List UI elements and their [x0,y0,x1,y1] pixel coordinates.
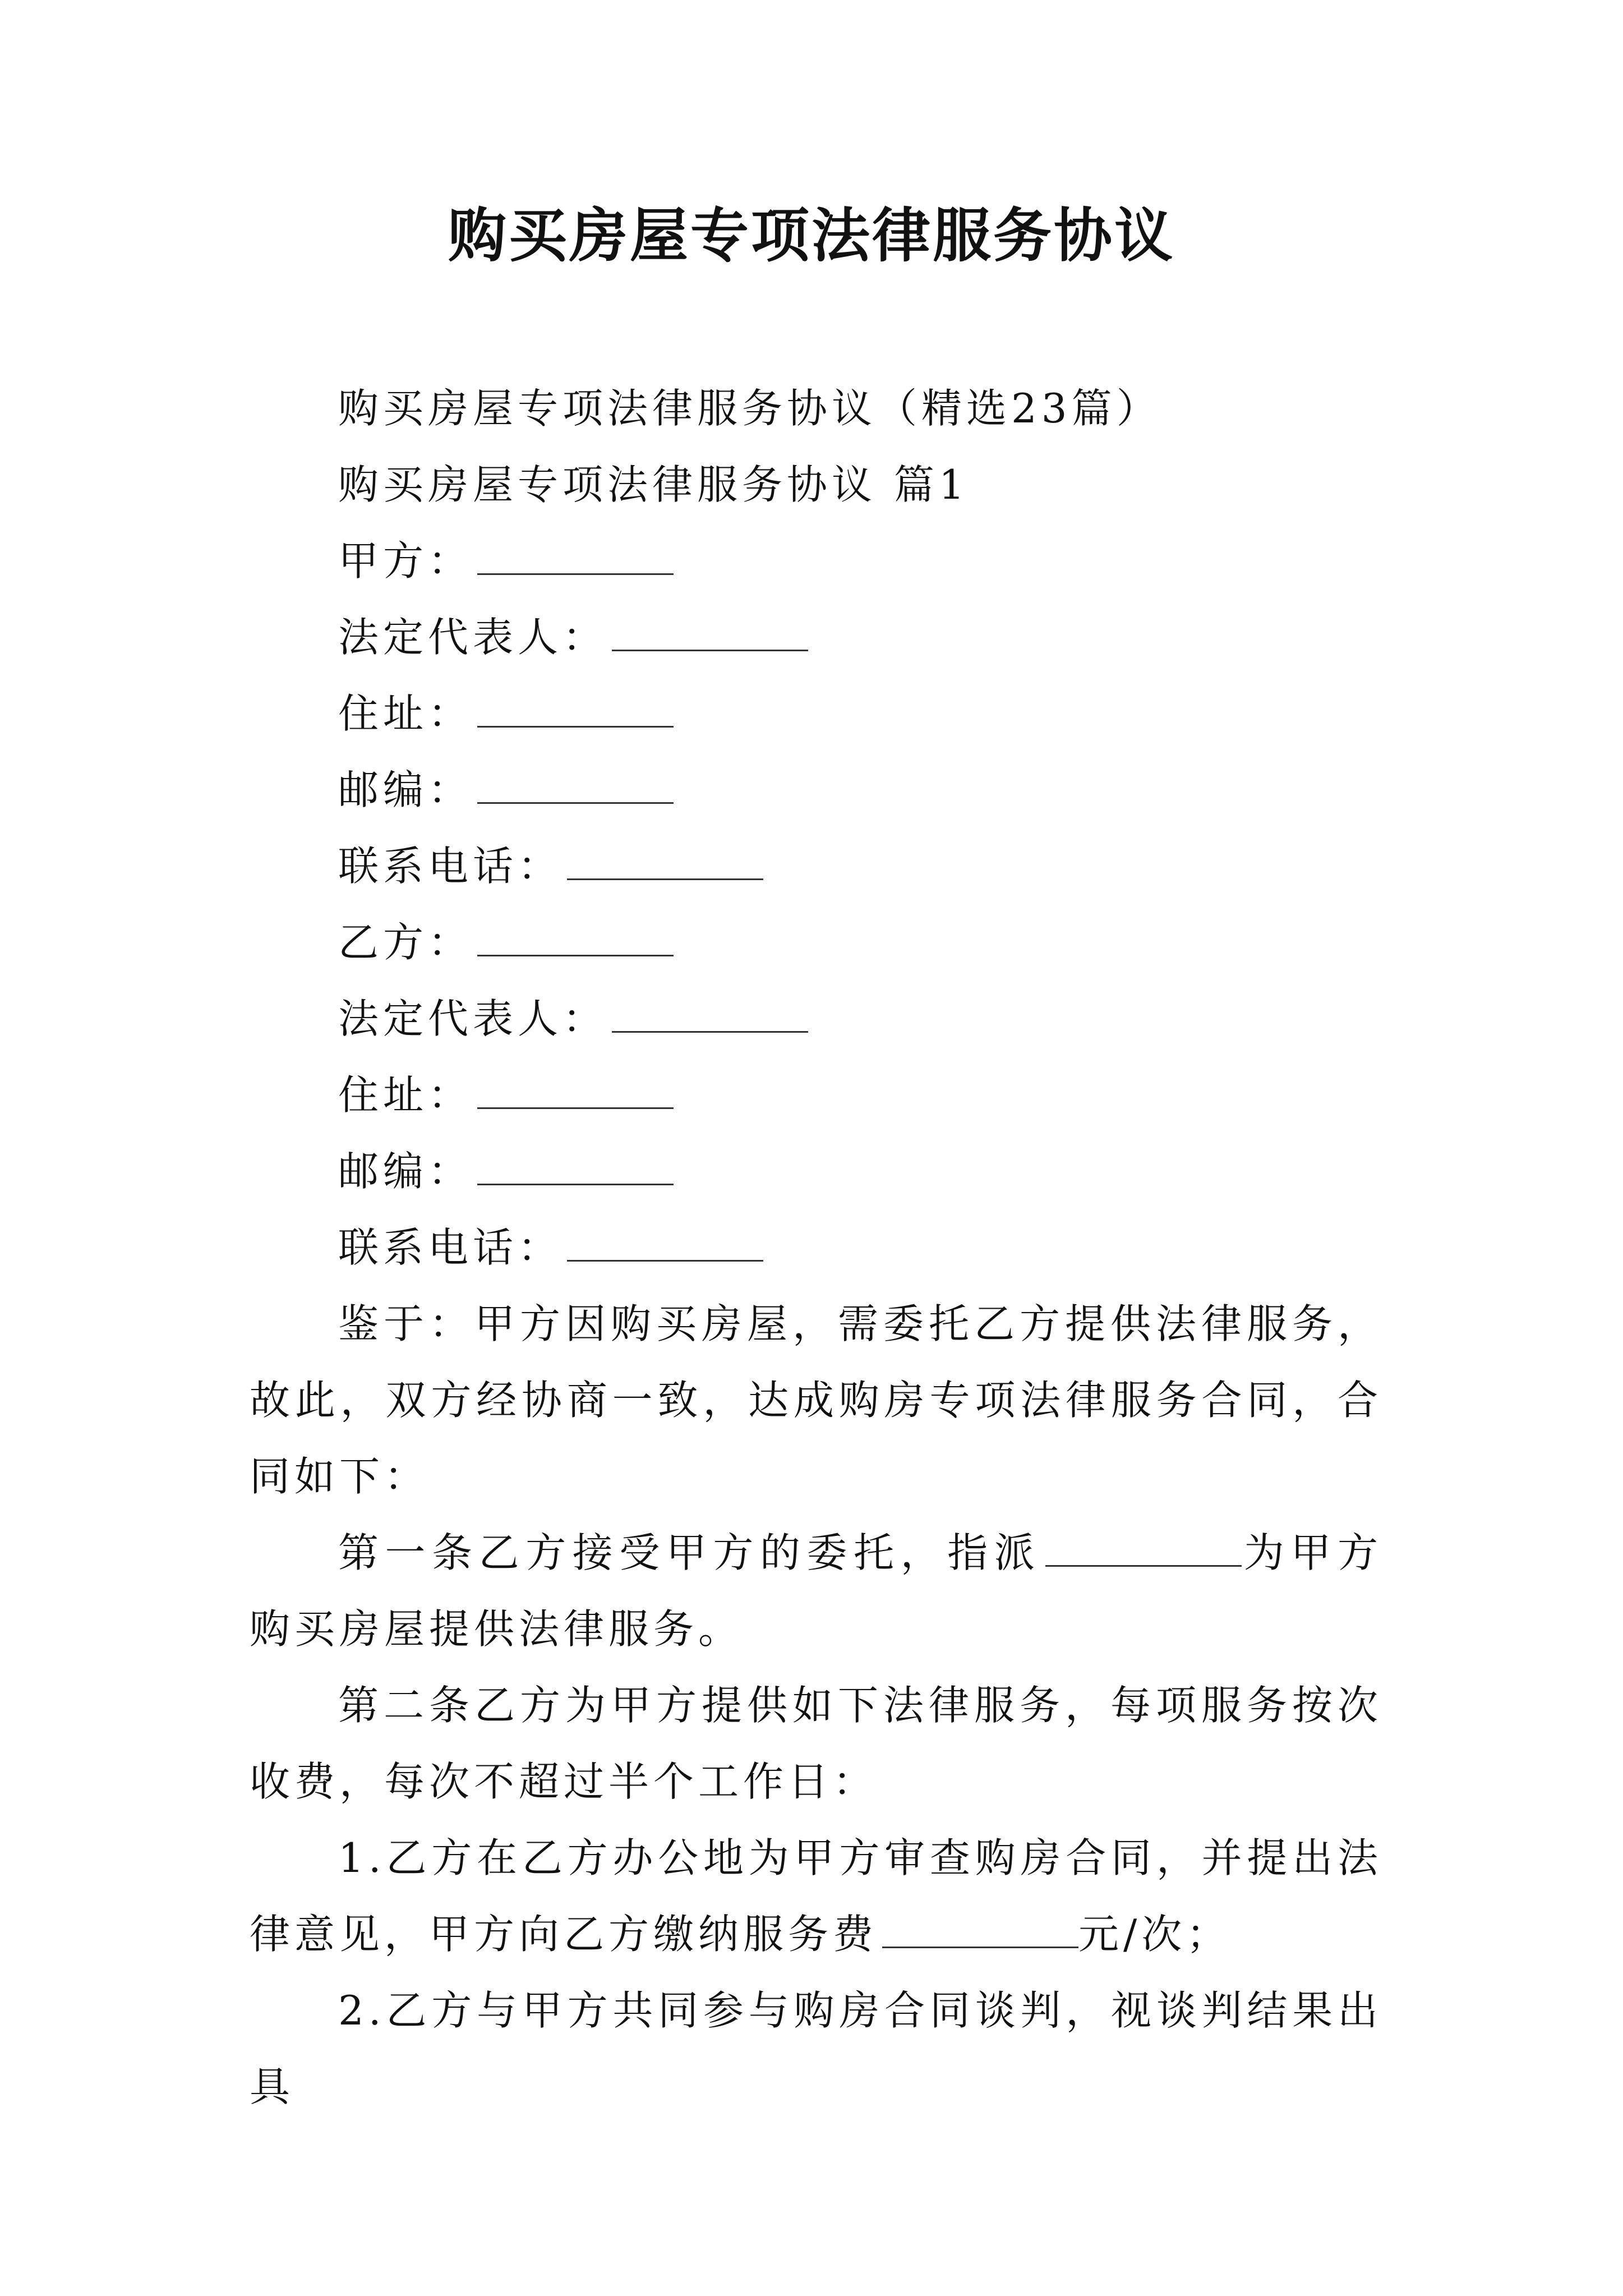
party-a-zip-field [250,752,1382,828]
section-title: 购买房屋专项法律服务协议 篇1 [338,461,969,508]
party-a-address-label: 住址： [338,690,473,737]
party-b-field [250,904,1382,981]
party-a-zip-blank [477,757,674,804]
party-b-phone-field [250,1209,1382,1286]
party-b-blank [477,910,674,956]
item-1-text-a: 1.乙方在乙方办公地为甲方审查购房合同，并提出法律意见，甲方向乙方缴纳服务费 [250,1834,1382,1958]
party-b-address-field [250,1057,1382,1133]
article-1-text-b: 为甲方购买房屋提供法律服务。 [250,1529,1382,1653]
item-1-text-b: 元/次； [1078,1911,1232,1958]
party-b-phone-label: 联系电话： [338,1224,563,1271]
party-a-rep-blank [612,605,808,651]
party-a-address-field [250,675,1382,752]
party-a-blank [477,528,674,575]
preamble-paragraph: 鉴于：甲方因购买房屋，需委托乙方提供法律服务，故此，双方经协商一致，达成购房专项法律服务合同，合同如下： [250,1300,1382,1500]
party-b-zip-label: 邮编： [338,1148,473,1195]
party-b-rep-label: 法定代表人： [338,995,608,1042]
party-b-address-blank [477,1062,674,1109]
party-a-field [250,523,1382,599]
item-2-paragraph: 2.乙方与甲方共同参与购房合同谈判，视谈判结果出具 [250,1987,1382,2110]
article-1-blank [1045,1520,1242,1567]
item-1-fee-blank [882,1902,1078,1948]
party-b-address-label: 住址： [338,1071,473,1119]
party-b-label: 乙方： [338,919,473,966]
party-b-zip-field [250,1133,1382,1209]
party-a-address-blank [477,681,674,728]
document-body [250,370,1382,2125]
party-a-rep-label: 法定代表人： [338,614,608,661]
party-a-phone-label: 联系电话： [338,843,563,890]
party-b-rep-field [250,981,1382,1057]
party-a-rep-field [250,599,1382,675]
party-b-rep-blank [612,986,808,1033]
party-a-label: 甲方： [338,537,473,585]
party-a-zip-label: 邮编： [338,766,473,813]
article-1-text-a: 第一条乙方接受甲方的委托，指派 [338,1529,1041,1576]
party-a-phone-blank [567,834,763,880]
item-1-paragraph [250,1820,1382,1972]
document-subtitle: 购买房屋专项法律服务协议（精选23篇） [338,385,1161,432]
party-a-phone-field [250,828,1382,904]
document-title: 购买房屋专项法律服务协议 [448,201,1175,270]
party-b-zip-blank [477,1139,674,1185]
article-1-paragraph [250,1515,1382,1667]
article-2-paragraph: 第二条乙方为甲方提供如下法律服务，每项服务按次收费，每次不超过半个工作日： [250,1682,1382,1805]
party-b-phone-blank [567,1215,763,1262]
